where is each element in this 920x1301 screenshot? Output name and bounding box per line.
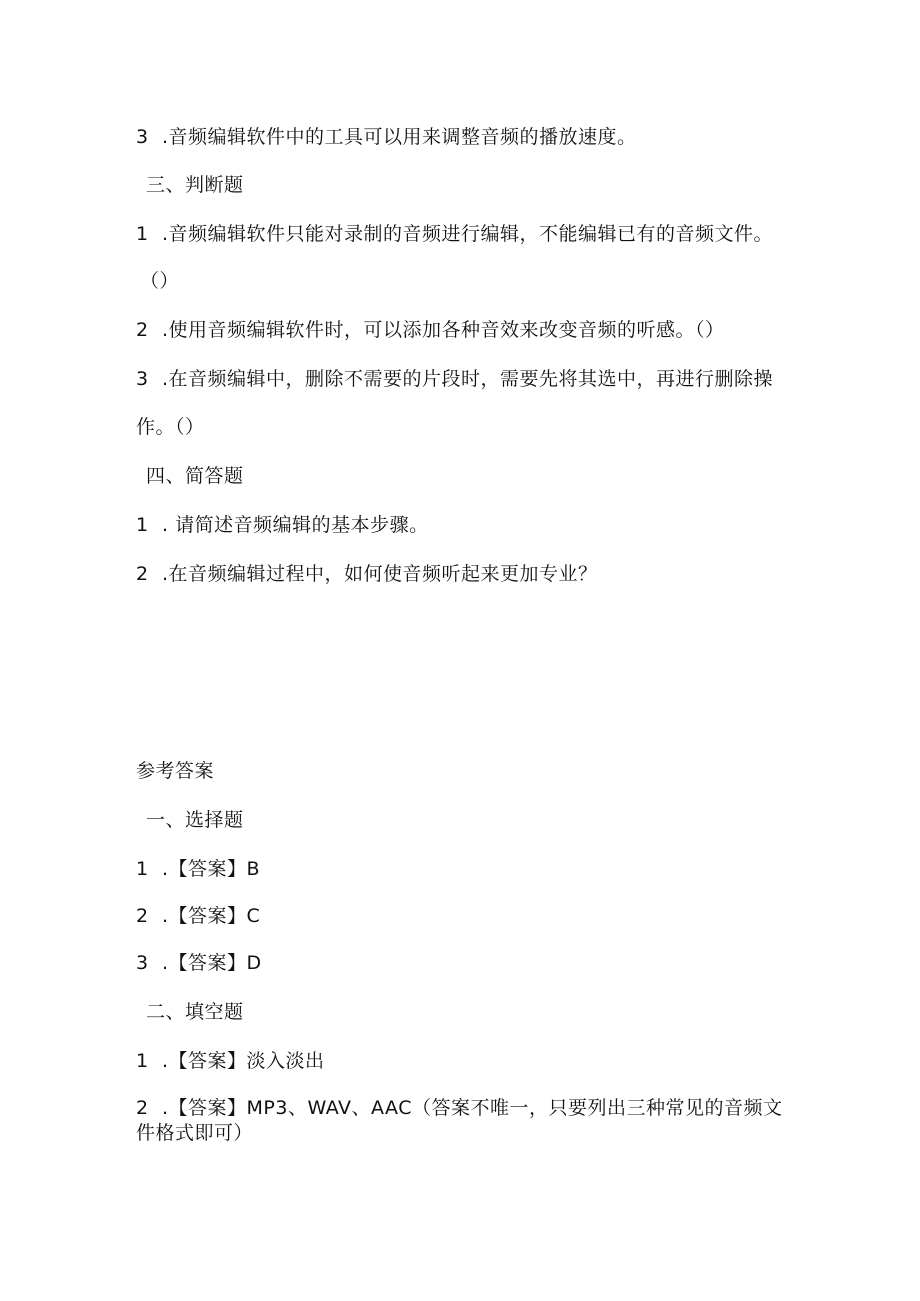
true-false-question-2 xyxy=(136,318,796,342)
answer-number: 1 xyxy=(136,858,149,880)
question-number: 2 xyxy=(136,319,149,341)
answer-number: 3 xyxy=(136,952,149,974)
true-false-question-3 xyxy=(136,367,796,391)
question-text: .在音频编辑中，删除不需要的片段时，需要先将其选中，再进行删除操 xyxy=(162,368,774,390)
choice-answer-3 xyxy=(136,951,796,975)
question-text: .音频编辑软件中的工具可以用来调整音频的播放速度。 xyxy=(162,126,637,148)
question-text: .使用音频编辑软件时，可以添加各种音效来改变音频的听感。（） xyxy=(162,319,725,341)
short-answer-question-2 xyxy=(136,562,796,586)
true-false-question-1 xyxy=(136,222,796,246)
section-heading-choice-answers: 一、选择题 xyxy=(146,809,244,831)
answer-text: .【答案】MP3、WAV、AAC（答案不唯一，只要列出三种常见的音频文件格式即可） xyxy=(136,1097,783,1144)
answers-title: 参考答案 xyxy=(136,760,215,782)
question-number: 3 xyxy=(136,126,149,148)
true-false-question-3-continuation: 作。（） xyxy=(136,416,205,438)
question-text: .在音频编辑过程中，如何使音频听起来更加专业？ xyxy=(162,563,598,585)
section-heading-fill-answers: 二、填空题 xyxy=(146,1001,244,1023)
answer-number: 2 xyxy=(136,905,149,927)
short-answer-question-1 xyxy=(136,513,796,537)
question-text: .音频编辑软件只能对录制的音频进行编辑，不能编辑已有的音频文件。 xyxy=(162,223,774,245)
answer-text: .【答案】淡入淡出 xyxy=(162,1050,325,1072)
answer-number: 1 xyxy=(136,1050,149,1072)
fill-answer-2 xyxy=(136,1096,786,1146)
question-number: 3 xyxy=(136,368,149,390)
true-false-question-1-continuation: （） xyxy=(140,270,180,292)
answer-text: .【答案】B xyxy=(162,858,261,880)
choice-answer-1 xyxy=(136,857,796,881)
fill-answer-1 xyxy=(136,1049,796,1073)
question-number: 1 xyxy=(136,223,149,245)
choice-answer-2 xyxy=(136,904,796,928)
section-heading-short-answer: 四、简答题 xyxy=(146,465,244,487)
fill-blank-question-3 xyxy=(136,125,796,149)
question-number: 2 xyxy=(136,563,149,585)
question-text: . 请简述音频编辑的基本步骤。 xyxy=(162,514,429,536)
answer-text: .【答案】D xyxy=(162,952,262,974)
section-heading-true-false: 三、判断题 xyxy=(146,174,244,196)
question-number: 1 xyxy=(136,514,149,536)
answer-text: .【答案】C xyxy=(162,905,261,927)
answer-number: 2 xyxy=(136,1097,149,1119)
